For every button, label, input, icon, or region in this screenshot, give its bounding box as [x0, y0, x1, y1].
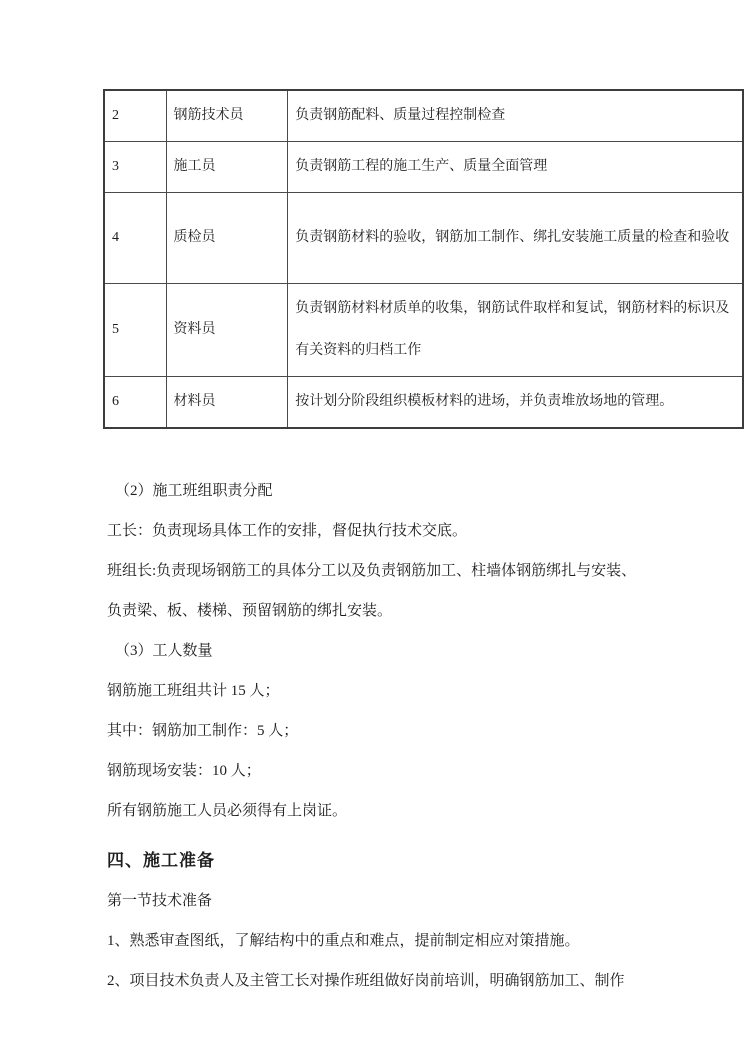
paragraph-foreman-duty: 工长：负责现场具体工作的安排，督促执行技术交底。	[107, 523, 468, 539]
cell-role: 钢筋技术员	[166, 90, 288, 142]
paragraph-certification-note: 所有钢筋施工人员必须得有上岗证。	[107, 803, 348, 819]
duty-table	[103, 89, 744, 429]
cell-duty: 负责钢筋工程的施工生产、质量全面管理	[288, 142, 743, 193]
cell-role: 材料员	[166, 377, 288, 429]
cell-duty: 负责钢筋材料材质单的收集，钢筋试件取样和复试，钢筋材料的标识及有关资料的归档工作	[288, 284, 743, 377]
cell-role: 施工员	[166, 142, 288, 193]
table-row	[104, 142, 743, 193]
paragraph-crew-total: 钢筋施工班组共计 15 人；	[107, 683, 280, 699]
paragraph-crew-install: 钢筋现场安装：10 人；	[107, 763, 261, 779]
cell-role: 质检员	[166, 193, 288, 284]
table-row	[104, 284, 743, 377]
table-row	[104, 377, 743, 429]
paragraph-section-3-title: （3）工人数量	[115, 643, 213, 659]
cell-index: 4	[104, 193, 166, 284]
cell-index: 5	[104, 284, 166, 377]
document-body	[107, 471, 704, 1001]
cell-index: 2	[104, 90, 166, 142]
table-row	[104, 90, 743, 142]
paragraph-tech-prep-1: 1、熟悉审查图纸，了解结构中的重点和难点，提前制定相应对策措施。	[107, 933, 580, 949]
table-row	[104, 193, 743, 284]
cell-role: 资料员	[166, 284, 288, 377]
cell-index: 3	[104, 142, 166, 193]
paragraph-tech-prep-2: 2、项目技术负责人及主管工长对操作班组做好岗前培训，明确钢筋加工、制作	[107, 973, 625, 989]
paragraph-crew-leader-duty-cont: 负责梁、板、楼梯、预留钢筋的绑扎安装。	[107, 603, 393, 619]
paragraph-crew-leader-duty: 班组长:负责现场钢筋工的具体分工以及负责钢筋加工、柱墙体钢筋绑扎与安装、	[107, 563, 637, 579]
paragraph-crew-fabrication: 其中：钢筋加工制作：5 人；	[107, 723, 299, 739]
heading-chapter-4: 四、施工准备	[107, 851, 215, 870]
heading-section-1: 第一节技术准备	[107, 893, 213, 909]
paragraph-section-2-title: （2）施工班组职责分配	[115, 483, 273, 499]
cell-duty: 负责钢筋配料、质量过程控制检查	[288, 90, 743, 142]
cell-duty: 按计划分阶段组织模板材料的进场，并负责堆放场地的管理。	[288, 377, 743, 429]
cell-duty: 负责钢筋材料的验收，钢筋加工制作、绑扎安装施工质量的检查和验收	[288, 193, 743, 284]
cell-index: 6	[104, 377, 166, 429]
